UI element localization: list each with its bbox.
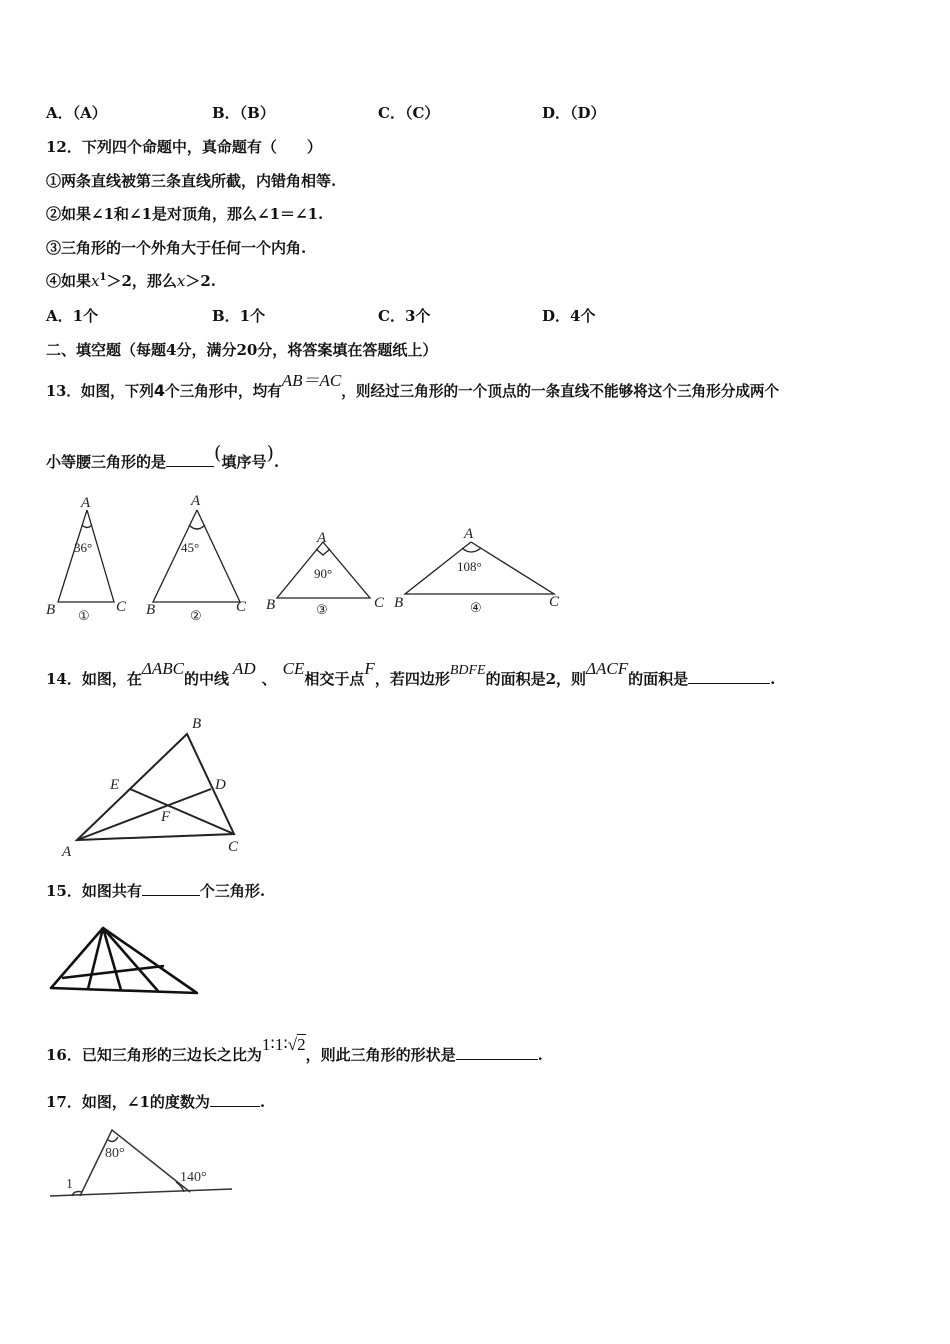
q14-label-a: A bbox=[62, 844, 72, 860]
q14-label-c: C bbox=[228, 839, 239, 855]
q13-line2b: 填序号 bbox=[221, 453, 267, 471]
q15-triangle bbox=[51, 928, 197, 993]
t3-apex: A bbox=[317, 530, 327, 546]
t4-apex: A bbox=[464, 526, 474, 542]
triangle-4-angle-arc bbox=[462, 548, 481, 552]
t4-left: B bbox=[394, 595, 404, 611]
q16-text bbox=[46, 1035, 543, 1065]
q14-p6: 的面积是2，则 bbox=[485, 670, 587, 688]
q12-item-4-sup: 1 bbox=[99, 272, 107, 283]
t1-right: C bbox=[116, 599, 127, 615]
t2-left: B bbox=[146, 602, 156, 618]
q14-label-e: E bbox=[110, 777, 120, 793]
q13-figure bbox=[40, 490, 580, 630]
q14-p2: 的中线 bbox=[183, 670, 229, 688]
t2-angle-label: 45° bbox=[181, 540, 200, 555]
q15-transversal bbox=[62, 966, 164, 978]
q12-stem: 12．下列四个命题中，真命题有（ ） bbox=[46, 138, 322, 156]
q14-m1: ΔABC bbox=[141, 659, 184, 678]
triangle-1 bbox=[58, 510, 114, 602]
q12-option-c: C．3个 bbox=[378, 307, 431, 325]
q17-baseline bbox=[50, 1189, 232, 1196]
q13-paren-open: ( bbox=[214, 442, 222, 464]
q15-text bbox=[46, 880, 265, 901]
q14-figure bbox=[50, 710, 270, 860]
q13-math: AB＝AC bbox=[281, 371, 342, 390]
q13-line2a: 小等腰三角形的是 bbox=[46, 453, 167, 471]
q13-blank[interactable] bbox=[166, 452, 214, 467]
q16-p3: . bbox=[537, 1046, 543, 1064]
q13-line2c: . bbox=[273, 453, 280, 471]
triangle-1-angle-arc bbox=[82, 525, 92, 528]
t1-angle-label: 36° bbox=[74, 540, 93, 555]
t3-left: B bbox=[266, 597, 276, 613]
t4-number: ④ bbox=[470, 600, 482, 615]
q17-p1: 17．如图，∠1的度数为 bbox=[46, 1093, 210, 1111]
q17-p2: . bbox=[259, 1093, 266, 1111]
q16-sqrt-radicand: 2 bbox=[297, 1035, 306, 1054]
q14-p3: 、 bbox=[261, 670, 277, 688]
q12-item-4-prefix: ④如果 bbox=[46, 272, 92, 290]
q12-item-2: ②如果∠1和∠1是对顶角，那么∠1＝∠1. bbox=[46, 205, 324, 223]
q14-label-b: B bbox=[192, 716, 202, 732]
t3-right: C bbox=[374, 595, 385, 611]
triangle-2 bbox=[153, 510, 240, 602]
q16-blank[interactable] bbox=[456, 1045, 538, 1060]
q14-m5: BDFE bbox=[449, 663, 486, 678]
q13-part1: 13．如图，下列 bbox=[46, 383, 154, 400]
t3-angle-label: 90° bbox=[314, 566, 333, 581]
q11-option-c: C．（C） bbox=[378, 104, 440, 122]
q17-blank[interactable] bbox=[210, 1092, 260, 1107]
q17-apex-arc bbox=[108, 1137, 118, 1141]
t4-angle-label: 108° bbox=[457, 559, 482, 574]
q13-bold4: 4 bbox=[153, 381, 166, 400]
t1-apex: A bbox=[81, 495, 91, 511]
q11-option-a: A．（A） bbox=[46, 104, 107, 122]
q14-p4: 相交于点 bbox=[304, 670, 365, 688]
q12-item-4-var1: x bbox=[91, 272, 100, 290]
q12-item-4-end: ＞2. bbox=[185, 272, 217, 290]
q17-triangle bbox=[80, 1130, 190, 1196]
q14-m4: F bbox=[364, 659, 375, 678]
q14-label-f: F bbox=[161, 809, 171, 825]
q12-option-a: A．1个 bbox=[46, 307, 99, 325]
q16-p2: ，则此三角形的形状是 bbox=[305, 1046, 456, 1064]
q14-text bbox=[46, 659, 776, 689]
q17-figure bbox=[44, 1120, 244, 1210]
q14-m6: ΔACF bbox=[586, 659, 629, 678]
q13-line-2 bbox=[46, 442, 280, 472]
q12-item-4-mid: ＞2，那么 bbox=[106, 272, 177, 290]
q16-p1: 16．已知三角形的三边长之比为 bbox=[46, 1046, 262, 1064]
q12-option-b: B．1个 bbox=[212, 307, 266, 325]
q12-option-d: D．4个 bbox=[542, 307, 596, 325]
q14-m3: CE bbox=[282, 659, 305, 678]
t2-right: C bbox=[236, 599, 247, 615]
q13-paren-close: ) bbox=[266, 442, 274, 464]
t1-number: ① bbox=[78, 608, 90, 623]
q11-option-d: D．（D） bbox=[542, 104, 606, 122]
q14-blank[interactable] bbox=[688, 669, 770, 684]
q14-m2: AD bbox=[232, 659, 256, 678]
q14-p8: . bbox=[770, 670, 776, 688]
triangle-3-right-angle bbox=[316, 549, 330, 555]
q16-sqrt: √2 bbox=[287, 1035, 306, 1054]
q16-math: 1∶1∶ bbox=[261, 1035, 288, 1054]
q12-item-1: ①两条直线被第三条直线所截，内错角相等. bbox=[46, 172, 337, 190]
t4-right: C bbox=[549, 594, 560, 610]
q15-p2: 个三角形. bbox=[199, 882, 266, 900]
triangle-2-angle-arc bbox=[189, 525, 205, 529]
t1-left: B bbox=[46, 602, 56, 618]
q13-part2: 个三角形中，均有 bbox=[165, 383, 282, 400]
q12-item-4-var2: x bbox=[176, 272, 186, 290]
q14-p7: 的面积是 bbox=[628, 670, 689, 688]
q13-part3: ，则经过三角形的一个顶点的一条直线不能够将这个三角形分成两个 bbox=[341, 383, 780, 400]
q12-item-4 bbox=[46, 270, 216, 291]
q17-label-1: 1 bbox=[66, 1177, 73, 1192]
q14-p1: 14．如图，在 bbox=[46, 670, 142, 688]
q17-label-80: 80° bbox=[105, 1146, 125, 1161]
t2-apex: A bbox=[191, 493, 201, 509]
q15-figure bbox=[44, 920, 214, 1000]
q17-text bbox=[46, 1091, 265, 1112]
section2-title: 二、填空题（每题4分，满分20分，将答案填在答题纸上） bbox=[46, 341, 438, 359]
q15-blank[interactable] bbox=[142, 881, 200, 896]
median-ce bbox=[130, 789, 234, 834]
q14-label-d: D bbox=[215, 777, 226, 793]
t2-number: ② bbox=[190, 608, 202, 623]
q12-item-3: ③三角形的一个外角大于任何一个内角. bbox=[46, 239, 307, 257]
q14-p5: ，若四边形 bbox=[374, 670, 450, 688]
q17-label-140: 140° bbox=[180, 1170, 207, 1185]
q13-line-1 bbox=[46, 371, 780, 401]
q15-p1: 15．如图共有 bbox=[46, 882, 142, 900]
t3-number: ③ bbox=[316, 602, 328, 617]
q11-option-b: B．（B） bbox=[212, 104, 275, 122]
